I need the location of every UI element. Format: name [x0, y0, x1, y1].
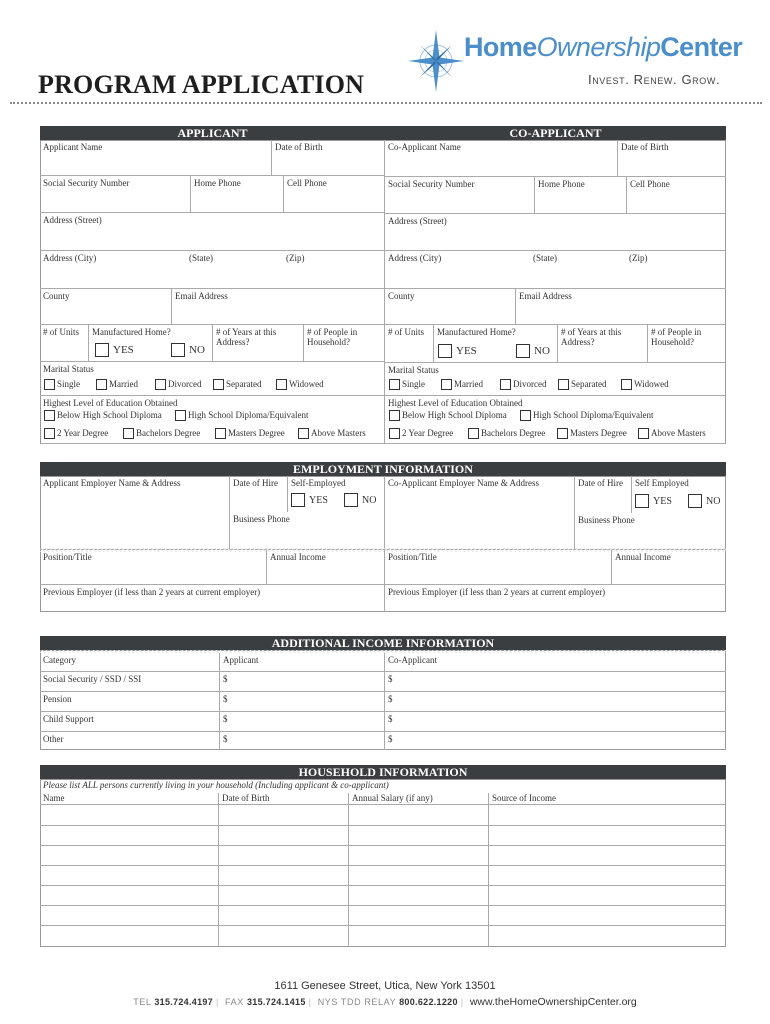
coapplicant-marital-separated[interactable]: Separated	[558, 379, 606, 390]
applicant-header: APPLICANT	[40, 126, 385, 140]
income-col-applicant: Applicant	[220, 653, 385, 672]
coapplicant-home-phone-field[interactable]: Home Phone	[535, 177, 627, 214]
coapplicant-education-field: Highest Level of Education Obtained Below High School Diploma High School Diploma/Equivalent 2 Year Degree Bachelors Degree Masters Degree Above Masters	[385, 396, 726, 444]
household-header: HOUSEHOLD INFORMATION	[40, 765, 726, 779]
coapplicant-marital-field: Marital Status Single Married Divorced Separated Widowed	[385, 363, 726, 396]
coapplicant-street-field[interactable]: Address (Street)	[385, 214, 726, 251]
household-dob-input[interactable]	[219, 846, 349, 866]
coapplicant-zip-label: (Zip)	[629, 253, 648, 263]
household-salary-input[interactable]	[349, 886, 489, 906]
income-applicant-input[interactable]: $	[220, 692, 385, 712]
coapplicant-previous-employer-field[interactable]: Previous Employer (if less than 2 years at current employer)	[388, 587, 606, 597]
coapplicant-manufactured-field: Manufactured Home? YES NO	[434, 325, 558, 363]
income-coapplicant-input[interactable]: $	[388, 734, 393, 744]
coapplicant-dob-field[interactable]: Date of Birth	[618, 140, 726, 177]
household-salary-input[interactable]	[349, 846, 489, 866]
footer-fax: 315.724.1415	[246, 997, 306, 1007]
household-salary-input[interactable]	[349, 906, 489, 926]
income-row-label: Social Security / SSD / SSI	[40, 672, 220, 692]
applicant-edu-below-hs[interactable]: Below High School Diploma	[44, 410, 162, 421]
household-table	[40, 793, 726, 947]
applicant-self-employed-yes[interactable]: YES	[291, 493, 328, 507]
income-coapplicant-input[interactable]: $	[385, 672, 726, 692]
coapplicant-marital-widowed[interactable]: Widowed	[621, 379, 669, 390]
applicant-home-phone-field[interactable]: Home Phone	[191, 176, 284, 213]
household-dob-input[interactable]	[219, 886, 349, 906]
coapplicant-self-employed-field: Self Employed YES NO	[635, 478, 721, 507]
logo	[408, 28, 758, 98]
checkbox[interactable]	[171, 343, 185, 357]
income-col-coapplicant: Co-Applicant	[385, 653, 726, 672]
income-coapplicant-input[interactable]: $	[385, 692, 726, 712]
applicant-self-employed-field: Self-Employed YES NO	[288, 476, 385, 512]
applicant-education-field: Highest Level of Education Obtained Below High School Diploma High School Diploma/Equivalent 2 Year Degree Bachelors Degree Masters Degree Above Masters	[40, 396, 385, 444]
applicant-zip-label: (Zip)	[286, 253, 305, 263]
income-header: ADDITIONAL INCOME INFORMATION	[40, 636, 726, 650]
applicant-manufactured-no[interactable]: NO	[171, 343, 205, 357]
household-name-input[interactable]	[40, 906, 219, 926]
checkbox[interactable]	[516, 344, 530, 358]
household-note: Please list ALL persons currently living in your household (Including applicant & co-applicant)	[43, 780, 389, 790]
coapplicant-marital-divorced[interactable]: Divorced	[500, 379, 547, 390]
income-col-category: Category	[40, 653, 220, 672]
applicant-ssn-field[interactable]: Social Security Number	[40, 176, 191, 213]
household-col-source: Source of Income	[489, 793, 726, 805]
applicant-hire-date-field[interactable]: Date of Hire	[230, 476, 288, 512]
income-row-label: Child Support	[40, 712, 220, 732]
household-dob-input[interactable]	[219, 826, 349, 846]
applicant-cell-phone-field[interactable]: Cell Phone	[284, 176, 385, 213]
applicant-name-field[interactable]: Applicant Name	[40, 140, 272, 176]
household-source-input[interactable]	[489, 846, 726, 866]
coapplicant-edu-bachelors[interactable]: Bachelors Degree	[468, 428, 545, 439]
coapplicant-units-field[interactable]: # of Units	[385, 325, 434, 363]
household-dob-input[interactable]	[219, 805, 349, 826]
applicant-edu-bachelors[interactable]: Bachelors Degree	[123, 428, 200, 439]
coapplicant-email-field[interactable]: Email Address	[516, 289, 726, 325]
applicant-email-field[interactable]: Email Address	[172, 289, 385, 325]
coapplicant-employer-field[interactable]: Co-Applicant Employer Name & Address	[385, 476, 575, 550]
applicant-marital-separated[interactable]: Separated	[213, 379, 261, 390]
household-name-input[interactable]	[40, 926, 219, 947]
footer-relay-label: NYS TDD RELAY	[317, 997, 397, 1007]
household-source-input[interactable]	[489, 926, 726, 947]
checkbox[interactable]	[438, 344, 452, 358]
coapplicant-county-field[interactable]: County	[385, 289, 516, 325]
household-salary-input[interactable]	[349, 926, 489, 947]
coapplicant-manufactured-no[interactable]: NO	[516, 344, 550, 358]
coapplicant-edu-above-masters[interactable]: Above Masters	[638, 428, 706, 439]
footer-fax-label: FAX	[225, 997, 244, 1007]
applicant-marital-married[interactable]: Married	[96, 379, 138, 390]
household-source-input[interactable]	[489, 906, 726, 926]
coapplicant-cell-phone-field[interactable]: Cell Phone	[627, 177, 726, 214]
coapplicant-marital-married[interactable]: Married	[441, 379, 483, 390]
checkbox[interactable]	[95, 343, 109, 357]
coapplicant-people-field[interactable]: # of People in Household?	[648, 325, 726, 363]
household-source-input[interactable]	[489, 886, 726, 906]
applicant-years-field[interactable]: # of Years at this Address?	[213, 325, 304, 362]
household-salary-input[interactable]	[349, 805, 489, 826]
household-name-input[interactable]	[40, 826, 219, 846]
applicant-city-field[interactable]: Address (City) (State) (Zip)	[40, 251, 385, 289]
coapplicant-edu-masters[interactable]: Masters Degree	[557, 428, 627, 439]
compass-star-icon	[408, 28, 468, 94]
applicant-street-field[interactable]: Address (Street)	[40, 213, 385, 251]
logo-tagline: Invest. Renew. Grow.	[588, 72, 721, 87]
coapplicant-self-employed-no[interactable]: NO	[688, 494, 720, 508]
footer-website-link[interactable]: www.theHomeOwnershipCenter.org	[469, 996, 637, 1008]
applicant-edu-above-masters[interactable]: Above Masters	[298, 428, 366, 439]
applicant-edu-2yr[interactable]: 2 Year Degree	[44, 428, 108, 439]
income-applicant-input[interactable]: $	[220, 712, 385, 732]
coapplicant-name-field[interactable]: Co-Applicant Name	[385, 140, 618, 177]
coapplicant-income-field[interactable]: Annual Income	[612, 550, 726, 585]
footer-address: 1611 Genesee Street, Utica, New York 13501	[274, 980, 496, 992]
applicant-manufactured-field: Manufactured Home? YES NO	[89, 325, 213, 362]
applicant-income-field[interactable]: Annual Income	[267, 550, 385, 585]
household-col-salary: Annual Salary (if any)	[349, 793, 489, 805]
footer-relay: 800.622.1220	[399, 997, 458, 1007]
applicant-edu-hs[interactable]: High School Diploma/Equivalent	[175, 410, 309, 421]
household-source-input[interactable]	[489, 866, 726, 886]
household-name-input[interactable]	[40, 805, 219, 826]
household-salary-input[interactable]	[349, 866, 489, 886]
applicant-position-field[interactable]: Position/Title	[40, 550, 267, 585]
footer-contact: TEL 315.724.4197 | FAX 315.724.1415 | NYS TDD RELAY 800.622.1220 | www.theHomeOwnershipCenter.org	[133, 996, 637, 1008]
footer-tel-label: TEL	[133, 997, 152, 1007]
coapplicant-edu-2yr[interactable]: 2 Year Degree	[389, 428, 453, 439]
coapplicant-hire-date-field[interactable]: Date of Hire	[575, 476, 632, 513]
title-divider	[10, 102, 762, 104]
household-name-input[interactable]	[40, 886, 219, 906]
applicant-dob-field[interactable]: Date of Birth	[272, 140, 385, 176]
household-name-input[interactable]	[40, 846, 219, 866]
applicant-manufactured-yes[interactable]: YES	[95, 343, 134, 357]
applicant-business-phone-field[interactable]: Business Phone	[230, 512, 385, 550]
household-salary-input[interactable]	[349, 826, 489, 846]
coapplicant-marital-single[interactable]: Single	[389, 379, 425, 390]
applicant-marital-divorced[interactable]: Divorced	[155, 379, 202, 390]
income-coapplicant-input[interactable]: $	[385, 712, 726, 732]
coapplicant-edu-hs[interactable]: High School Diploma/Equivalent	[520, 410, 654, 421]
household-dob-input[interactable]	[219, 926, 349, 947]
household-dob-input[interactable]	[219, 866, 349, 886]
applicant-units-field[interactable]: # of Units	[40, 325, 89, 362]
household-source-input[interactable]	[489, 826, 726, 846]
coapplicant-city-field[interactable]: Address (City) (State) (Zip)	[385, 251, 726, 289]
coapplicant-position-field[interactable]: Position/Title	[385, 550, 612, 585]
coapplicant-state-label: (State)	[533, 253, 557, 263]
household-name-input[interactable]	[40, 866, 219, 886]
coapplicant-business-phone-field[interactable]: Business Phone	[575, 513, 726, 550]
income-applicant-input[interactable]: $	[220, 732, 385, 750]
coapplicant-edu-below-hs[interactable]: Below High School Diploma	[389, 410, 507, 421]
household-col-name: Name	[40, 793, 219, 805]
applicant-marital-field: Marital Status Single Married Divorced Separated Widowed	[40, 362, 385, 396]
applicant-previous-employer-field[interactable]: Previous Employer (if less than 2 years at current employer)	[40, 585, 385, 612]
applicant-marital-widowed[interactable]: Widowed	[276, 379, 324, 390]
applicant-people-field[interactable]: # of People in Household?	[304, 325, 385, 362]
page-title: PROGRAM APPLICATION	[38, 70, 365, 99]
logo-wordmark: HomeOwnershipCenter	[464, 32, 743, 62]
applicant-marital-single[interactable]: Single	[44, 379, 80, 390]
footer-tel: 315.724.4197	[154, 997, 213, 1007]
coapplicant-manufactured-yes[interactable]: YES	[438, 344, 477, 358]
coapplicant-ssn-field[interactable]: Social Security Number	[385, 177, 535, 214]
applicant-self-employed-no[interactable]: NO	[344, 493, 376, 507]
income-row-label: Pension	[40, 692, 220, 712]
employment-header: EMPLOYMENT INFORMATION	[40, 462, 726, 476]
household-col-dob: Date of Birth	[219, 793, 349, 805]
applicant-employer-field[interactable]: Applicant Employer Name & Address	[40, 476, 230, 550]
household-source-input[interactable]	[489, 805, 726, 826]
applicant-state-label: (State)	[189, 253, 213, 263]
income-row-label: Other	[40, 732, 220, 750]
coapplicant-self-employed-yes[interactable]: YES	[635, 494, 672, 508]
applicant-edu-masters[interactable]: Masters Degree	[215, 428, 285, 439]
applicant-county-field[interactable]: County	[40, 289, 172, 325]
coapplicant-years-field[interactable]: # of Years at this Address?	[558, 325, 648, 363]
household-dob-input[interactable]	[219, 906, 349, 926]
income-applicant-input[interactable]: $	[220, 672, 385, 692]
coapplicant-header: CO-APPLICANT	[385, 126, 726, 140]
